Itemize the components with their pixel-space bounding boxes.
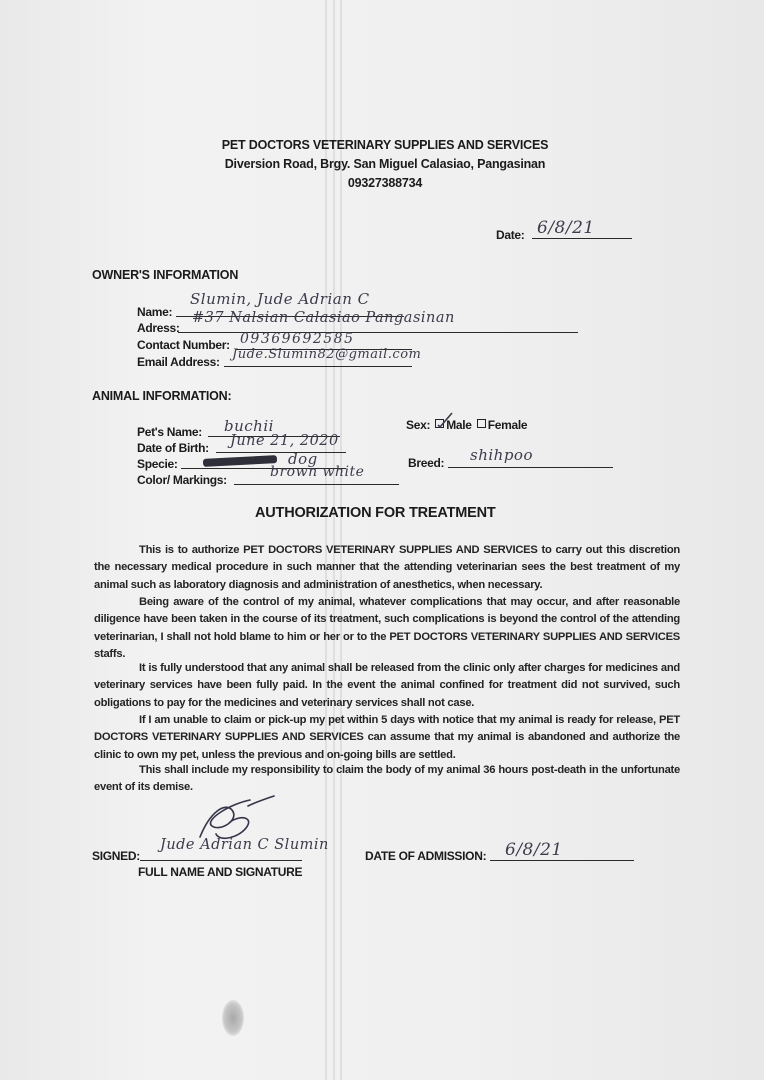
- authorization-paragraph-4: If I am unable to claim or pick-up my pet within 5 days with notice that my animal is ready for release, PET DOCTORS VETERINARY SUPPLIES AND SERVICES can assume that my animal is abandoned and authorize the clinic to own my pet, unless the previous and on-going bills are settled.: [94, 714, 680, 761]
- ink-smudge: [222, 1000, 244, 1036]
- female-option-label: Female: [487, 418, 528, 432]
- address-label: Adress:: [137, 321, 180, 335]
- pet-name-label: Pet's Name:: [137, 425, 202, 439]
- specie-value[interactable]: dog: [288, 450, 318, 468]
- email-value[interactable]: Jude.Slumin82@gmail.com: [232, 347, 422, 362]
- business-address: Diversion Road, Brgy. San Miguel Calasiao, Pangasinan: [224, 157, 546, 171]
- email-label: Email Address:: [137, 355, 220, 369]
- owner-name-label: Name:: [137, 305, 173, 319]
- checkmark-icon: [437, 412, 453, 428]
- admission-date-value[interactable]: 6/8/21: [505, 840, 563, 860]
- authorization-paragraph-5: This shall include my responsibility to claim the body of my animal 36 hours post-death in the unfortunate event of its demise.: [94, 764, 680, 794]
- signed-label: SIGNED:: [92, 849, 140, 863]
- signature-caption: FULL NAME AND SIGNATURE: [138, 865, 303, 879]
- authorization-paragraph-3: It is fully understood that any animal shall be released from the clinic only after charges for medicines and veterinary services have been fully paid. In the event the animal confined for treatment did not survived, such obligations to pay for the medicines and veterinary services shall not case.: [94, 662, 680, 709]
- breed-line: [448, 467, 613, 468]
- business-name: PET DOCTORS VETERINARY SUPPLIES AND SERVICES: [221, 138, 549, 152]
- authorization-title: AUTHORIZATION FOR TREATMENT: [255, 505, 496, 521]
- business-phone: 09327388734: [347, 176, 423, 190]
- breed-value[interactable]: shihpoo: [470, 446, 533, 464]
- authorization-paragraph-2: Being aware of the control of my animal, whatever complications that may occur, and after reasonable diligence have been taken in the course of its treatment, such complications is beyond the control of the attending veterinarian, I shall not hold blame to him or her or to the PET DOCTORS VETERINARY SUPPLIES AND SERVICES staffs.: [94, 596, 680, 660]
- owner-section-title: OWNER'S INFORMATION: [92, 268, 239, 282]
- dob-label: Date of Birth:: [137, 441, 209, 455]
- breed-label: Breed:: [408, 456, 445, 470]
- admission-date-label: DATE OF ADMISSION:: [365, 849, 487, 863]
- admission-date-line: [490, 860, 634, 861]
- sex-field: [406, 418, 527, 432]
- address-value[interactable]: #37 Nalsian Calasiao Pangasinan: [192, 310, 455, 326]
- signed-name-value[interactable]: Jude Adrian C Slumin: [160, 837, 329, 853]
- dob-line: [216, 452, 346, 453]
- signature-line: [140, 860, 302, 861]
- color-markings-value[interactable]: brown white: [270, 464, 365, 480]
- date-line: [532, 238, 632, 239]
- dob-value[interactable]: June 21, 2020: [230, 433, 339, 449]
- email-line: [224, 366, 412, 367]
- date-label: Date:: [496, 228, 525, 242]
- date-value[interactable]: 6/8/21: [537, 218, 595, 238]
- specie-label: Specie:: [137, 457, 178, 471]
- male-option-label: Male: [446, 418, 472, 432]
- animal-section-title: ANIMAL INFORMATION:: [92, 389, 232, 403]
- color-markings-label: Color/ Markings:: [137, 473, 227, 487]
- sex-label: Sex:: [406, 418, 431, 432]
- contact-number-value[interactable]: 09369692585: [240, 331, 355, 347]
- owner-name-value[interactable]: Slumin, Jude Adrian C: [190, 290, 370, 308]
- address-line: [178, 332, 578, 333]
- authorization-paragraph-1: This is to authorize PET DOCTORS VETERINARY SUPPLIES AND SERVICES to carry out this discretion the necessary medical procedure in such manner that the attending veterinarian sees the best treatment of my animal such as laboratory diagnosis and administration of anesthetics, when necessary.: [94, 544, 680, 591]
- contact-number-label: Contact Number:: [137, 338, 230, 352]
- pet-name-value[interactable]: buchii: [224, 417, 274, 435]
- scribble-out-mark: [203, 455, 277, 467]
- color-markings-line: [234, 484, 399, 485]
- female-checkbox[interactable]: [477, 419, 486, 428]
